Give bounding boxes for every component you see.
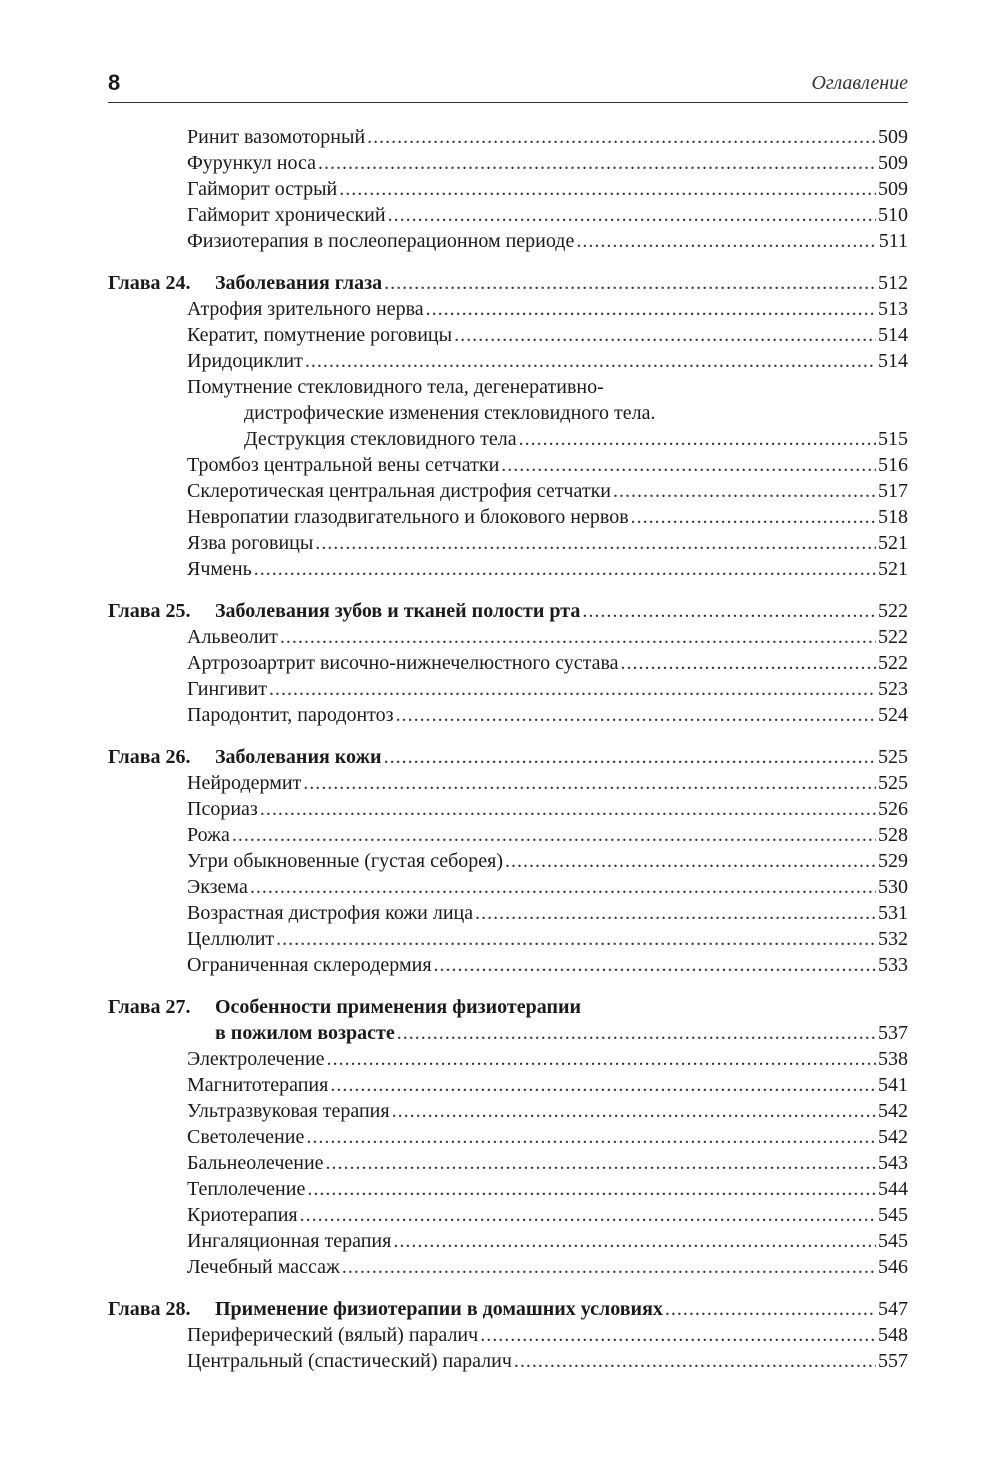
table-of-contents	[108, 124, 908, 1374]
toc-entry[interactable]: Ячмень ..... 521	[108, 556, 908, 582]
toc-entry[interactable]: Пародонтит, пародонтоз ..... 524	[108, 702, 908, 728]
toc-entry[interactable]: Склеротическая центральная дистрофия сетчатки ..... 517	[108, 478, 908, 504]
toc-entry[interactable]: Ингаляционная терапия ..... 545	[108, 1228, 908, 1254]
chapter-title: Заболевания зубов и тканей полости рта	[215, 600, 581, 622]
toc-entry[interactable]: Лечебный массаж ..... 546	[108, 1254, 908, 1280]
toc-entry[interactable]: Периферический (вялый) паралич ..... 548	[108, 1322, 908, 1348]
page-number: 8	[108, 70, 121, 95]
toc-entry[interactable]: Артрозоартрит височно-нижнечелюстного сустава ..... 522	[108, 650, 908, 676]
toc-chapter-28[interactable]: Глава 28. Применение физиотерапии в домашних условиях ..... 547	[108, 1296, 908, 1322]
toc-entry-multiline-line2[interactable]: дистрофические изменения стекловидного тела.	[244, 402, 656, 424]
page-header	[108, 68, 908, 103]
toc-entry[interactable]: Гайморит острый ..... 509	[108, 176, 908, 202]
toc-entry[interactable]: Криотерапия ..... 545	[108, 1202, 908, 1228]
running-title: Оглавление	[811, 72, 908, 94]
toc-chapter-24[interactable]: Глава 24. Заболевания глаза ..... 512	[108, 270, 908, 296]
toc-entry[interactable]: Альвеолит ..... 522	[108, 624, 908, 650]
toc-entry[interactable]: Теплолечение ..... 544	[108, 1176, 908, 1202]
toc-entry[interactable]: Иридоциклит ..... 514	[108, 348, 908, 374]
toc-entry[interactable]: Атрофия зрительного нерва ..... 513	[108, 296, 908, 322]
toc-entry[interactable]: Гайморит хронический ..... 510	[108, 202, 908, 228]
chapter-number: Глава 25.	[108, 600, 191, 622]
toc-entry[interactable]: Ринит вазомоторный ..... 509	[108, 124, 908, 150]
toc-entry[interactable]: Экзема ..... 530	[108, 874, 908, 900]
chapter-title: Применение физиотерапии в домашних условиях	[215, 1298, 663, 1320]
chapter-title: Заболевания кожи	[215, 746, 382, 768]
toc-entry[interactable]: Псориаз ..... 526	[108, 796, 908, 822]
toc-entry[interactable]: Язва роговицы ..... 521	[108, 530, 908, 556]
toc-entry[interactable]: Целлюлит ..... 532	[108, 926, 908, 952]
toc-chapter-25[interactable]: Глава 25. Заболевания зубов и тканей полости рта ..... 522	[108, 598, 908, 624]
chapter-title: Особенности применения физиотерапии	[215, 996, 582, 1018]
toc-entry[interactable]: Ультразвуковая терапия ..... 542	[108, 1098, 908, 1124]
toc-entry[interactable]: Кератит, помутнение роговицы ..... 514	[108, 322, 908, 348]
chapter-title: Заболевания глаза	[215, 272, 383, 294]
toc-entry-multiline-line1[interactable]: Помутнение стекловидного тела, дегенеративно-	[187, 376, 604, 398]
toc-chapter-27-line1[interactable]	[108, 994, 908, 1020]
toc-entry[interactable]: Магнитотерапия ..... 541	[108, 1072, 908, 1098]
chapter-number: Глава 27.	[108, 996, 191, 1018]
toc-entry[interactable]: Светолечение ..... 542	[108, 1124, 908, 1150]
toc-chapter-27-line2[interactable]: в пожилом возрасте ..... 537	[108, 1020, 908, 1046]
toc-entry[interactable]: Ограниченная склеродермия ..... 533	[108, 952, 908, 978]
toc-entry[interactable]: Бальнеолечение ..... 543	[108, 1150, 908, 1176]
toc-entry[interactable]: Физиотерапия в послеоперационном периоде ..... 511	[108, 228, 908, 254]
chapter-number: Глава 26.	[108, 746, 191, 768]
toc-entry[interactable]: Фурункул носа ..... 509	[108, 150, 908, 176]
toc-entry[interactable]: Невропатии глазодвигательного и блокового нервов ..... 518	[108, 504, 908, 530]
chapter-number: Глава 28.	[108, 1298, 191, 1320]
toc-entry[interactable]: Возрастная дистрофия кожи лица ..... 531	[108, 900, 908, 926]
chapter-title-continued: в пожилом возрасте	[215, 1022, 395, 1044]
toc-entry[interactable]: Центральный (спастический) паралич ..... 557	[108, 1348, 908, 1374]
toc-entry[interactable]: Нейродермит ..... 525	[108, 770, 908, 796]
toc-entry[interactable]: Электролечение ..... 538	[108, 1046, 908, 1072]
toc-entry[interactable]: Угри обыкновенные (густая себорея) ..... 529	[108, 848, 908, 874]
toc-entry[interactable]: Тромбоз центральной вены сетчатки ..... 516	[108, 452, 908, 478]
toc-entry[interactable]: Рожа ..... 528	[108, 822, 908, 848]
toc-entry[interactable]: Гингивит ..... 523	[108, 676, 908, 702]
toc-entry-multiline-line3[interactable]: Деструкция стекловидного тела ..... 515	[108, 426, 908, 452]
toc-chapter-26[interactable]: Глава 26. Заболевания кожи ..... 525	[108, 744, 908, 770]
chapter-number: Глава 24.	[108, 272, 191, 294]
